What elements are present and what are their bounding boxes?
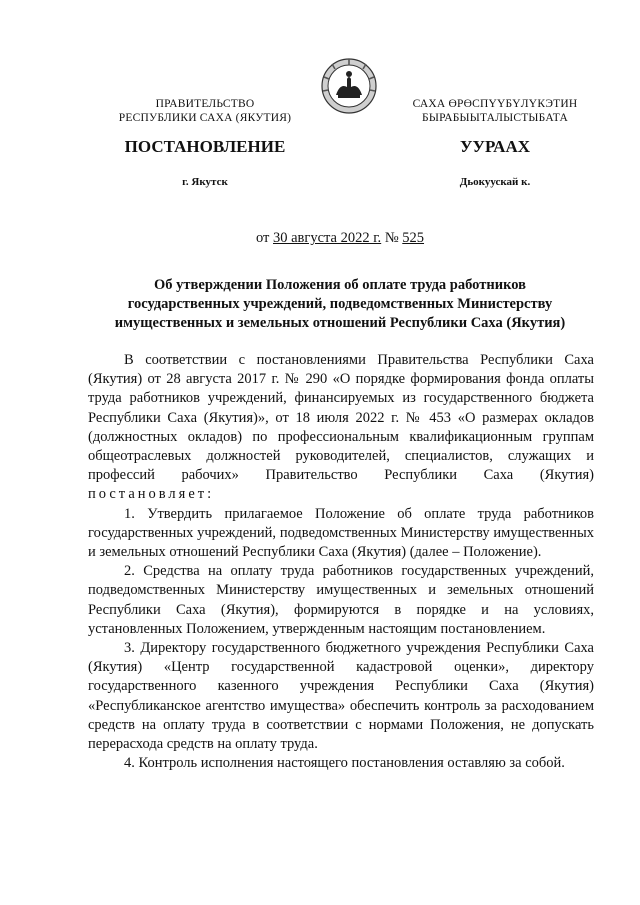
intro-text: В соответствии с постановлениями Правительства Республики Саха (Якутия) от 28 августа 2017 г. № 290 «О порядке формирования фонда оплаты труда работников учреждений, финансируемых из государственного бюджета Республики Саха (Якутия)», от 18 июля 2022 г. № 453 «О размерах окладов (должностных окладов) по профессиональным квалификационным группам общеотраслевых должностей руководителей, специалистов, служащих и профессий рабочих» Правительство Республики Саха (Якутия) [88, 352, 594, 484]
intro-paragraph [88, 351, 594, 505]
item-paragraph-2: 2. Средства на оплату труда работников государственных учреждений, подведомственных Министерству имущественных и земельных отношений Республики Саха (Якутия), формируются в порядке и на условиях, установленных Положением, утвержденным настоящим постановлением. [88, 563, 594, 637]
document-title [88, 276, 592, 333]
coat-of-arms-emblem [320, 57, 378, 115]
government-name-line1: ПРАВИТЕЛЬСТВО [155, 98, 255, 110]
title-line2: государственных учреждений, подведомственных Министерству [127, 296, 553, 312]
date-prefix: от [255, 230, 273, 246]
document-dateline [90, 230, 590, 247]
item-paragraph-1: 1. Утвердить прилагаемое Положение об оплате труда работников государственных учреждений, подведомственных Министерству имущественных и земельных отношений Республики Саха (Якутия) (далее – Положение). [88, 505, 594, 561]
government-name-yakut-line2: БЫРАБЫЫТАЛЫСТЫБАТА [422, 112, 568, 124]
title-line1: Об утверждении Положения об оплате труда работников [154, 277, 526, 293]
title-line3: имущественных и земельных отношений Республики Саха (Якутия) [114, 315, 566, 331]
city-yakut: Дьокуускай к. [459, 176, 531, 188]
document-type-russian: ПОСТАНОВЛЕНИЕ [124, 137, 286, 156]
item-paragraph-4: 4. Контроль исполнения настоящего постановления оставляю за собой. [124, 755, 565, 772]
government-name-yakut-line1: САХА ӨРӨСПҮҮБҮЛҮКЭТИН [412, 98, 578, 110]
document-number: 525 [402, 230, 425, 246]
decree-word: постановляет: [88, 486, 215, 503]
document-date: 30 августа 2022 г. [273, 230, 382, 246]
document-type-yakut: УУРААХ [460, 137, 530, 156]
city-russian: г. Якутск [182, 176, 228, 188]
government-name-russian [100, 97, 310, 125]
item-paragraph-3: 3. Директору государственного бюджетного учреждения Республики Саха (Якутия) «Центр государственной кадастровой оценки», директору государственного казенного учреждения Республики Саха (Якутия) «Республиканское агентство имущества» обеспечить контроль за расходованием средств на оплату труда в соответствии с нормами Положения, не допускать перерасхода средств на оплату труда. [88, 640, 594, 753]
document-body [88, 351, 594, 773]
number-sign: № [381, 230, 403, 246]
government-name-yakut [395, 97, 595, 125]
government-name-line2: РЕСПУБЛИКИ САХА (ЯКУТИЯ) [118, 112, 292, 124]
